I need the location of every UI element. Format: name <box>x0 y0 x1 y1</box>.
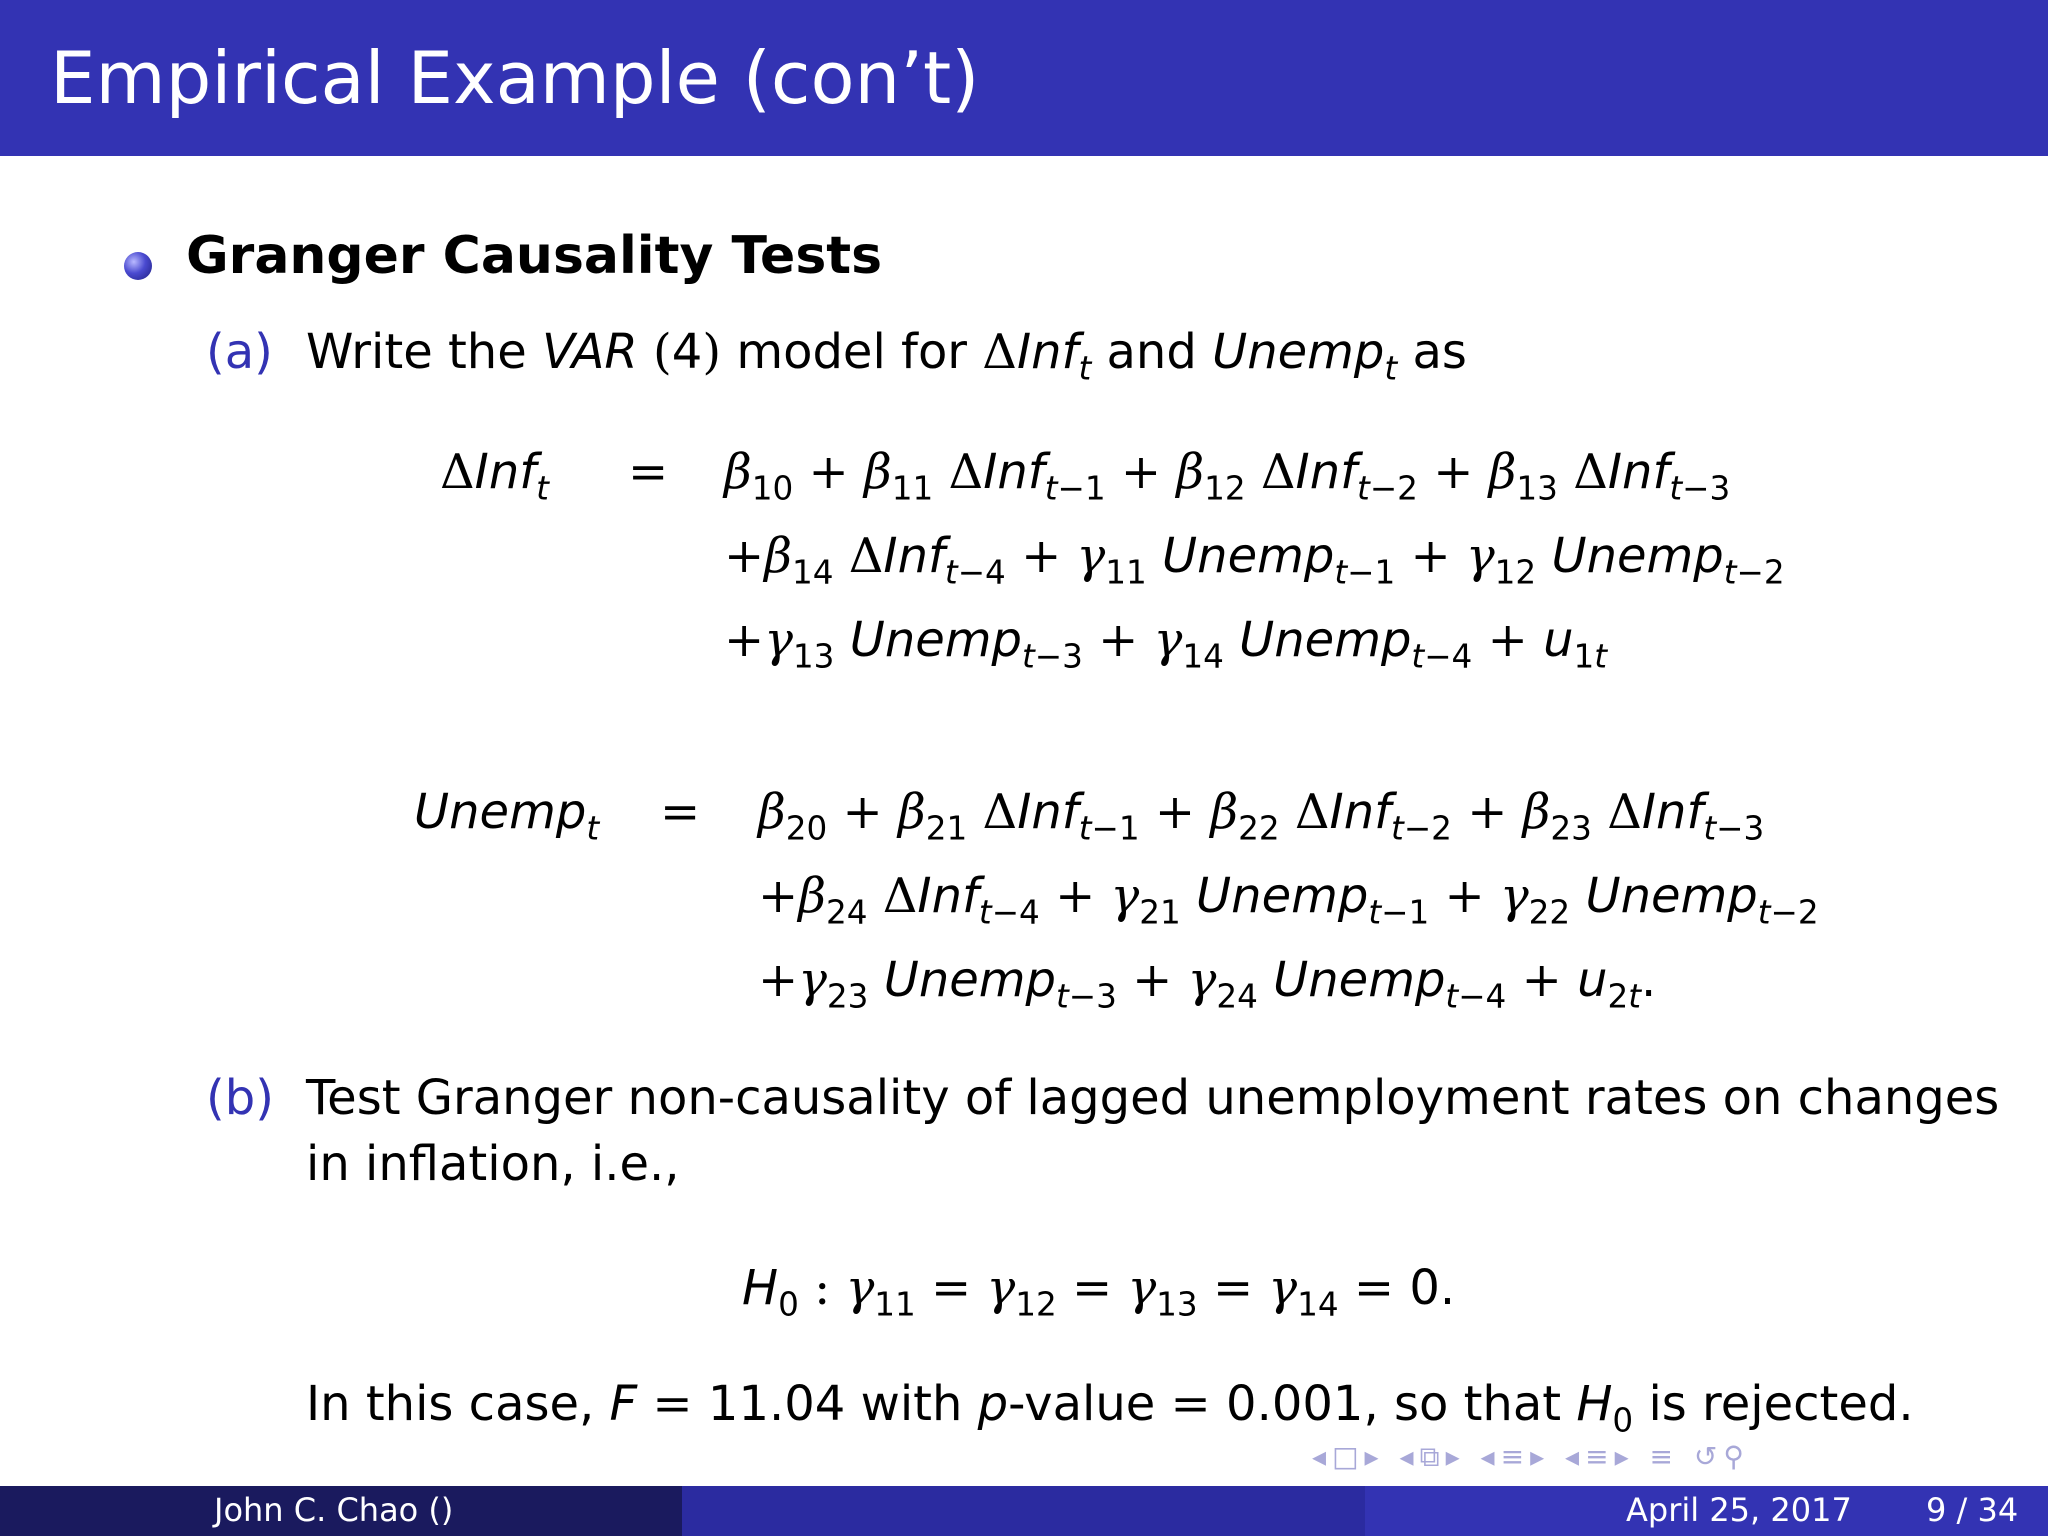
eq1-line3: $+\gamma_{13}$ Unemp$_{t-3}$ + $\gamma_{14}$ Unemp$_{t-4}$ + $u_{1t}$ <box>724 612 1608 676</box>
footer-author: John C. Chao () <box>214 1491 454 1529</box>
nav-undo-icon[interactable]: ↺ <box>1693 1440 1724 1473</box>
nav-section-icon[interactable]: ≡ <box>1585 1440 1615 1473</box>
footer-date: April 25, 2017 <box>1626 1491 1852 1529</box>
section-heading: Granger Causality Tests <box>186 226 883 286</box>
footer-mid-panel <box>682 1486 1365 1536</box>
title-bar <box>0 0 2048 156</box>
eq1-lhs: ΔInf$_t$ <box>440 444 549 508</box>
eq1-line1: $\beta_{10} + \beta_{11}$ $\Delta Inf_{t-1} + \beta_{12}$ $\Delta Inf_{t-2} + \beta_{13}$ ΔInf$_{t-3}$ <box>724 444 1731 508</box>
nav-next-frame-icon[interactable]: ▸ <box>1364 1440 1385 1473</box>
nav-next-section-icon[interactable]: ▸ <box>1530 1440 1551 1473</box>
footer-page-number: 9 / 34 <box>1926 1491 2019 1529</box>
eq1-equals: = <box>628 444 669 500</box>
nav-next-subsection-icon[interactable]: ▸ <box>1445 1440 1466 1473</box>
nav-prev-section-icon[interactable]: ◂ <box>1480 1440 1501 1473</box>
nav-frame-icon[interactable]: □ <box>1332 1440 1365 1473</box>
bullet-icon <box>124 252 152 280</box>
eq2-line1: $\beta_{20} + \beta_{21}$ $\Delta Inf_{t-1} + \beta_{22}$ $\Delta Inf_{t-2} + \beta_{23}$ ΔInf$_{t-3}$ <box>758 784 1765 848</box>
nav-subsection-icon[interactable]: ⧉ <box>1419 1440 1446 1473</box>
item-b-text-line2: in inflation, i.e., <box>306 1136 680 1192</box>
eq1-line2: $+\beta_{14}$ $\Delta Inf_{t-4} + \gamma_{11}$ Unemp$_{t-1}$ + $\gamma_{12}$ Unemp$_{t-2}$ <box>724 528 1785 592</box>
nav-prev-section-icon[interactable]: ◂ <box>1565 1440 1586 1473</box>
beamer-nav-bar[interactable] <box>1312 1440 1750 1474</box>
nav-section-icon[interactable]: ≡ <box>1500 1440 1531 1473</box>
nav-prev-subsection-icon[interactable]: ◂ <box>1399 1440 1420 1473</box>
nav-align-icon[interactable]: ≡ <box>1649 1440 1679 1473</box>
eq2-line3: $+\gamma_{23}$ Unemp$_{t-3}$ + $\gamma_{24}$ Unemp$_{t-4}$ + $u_{2t}$. <box>758 952 1657 1016</box>
slide-title: Empirical Example (con’t) <box>50 36 980 120</box>
item-a-label: (a) <box>206 324 273 380</box>
eq2-equals: = <box>660 784 701 840</box>
item-a-intro: Write the VAR (4) model for ΔInf$_t$ and Unemp$_t$ as <box>306 324 1467 388</box>
eq2-line2: $+\beta_{24}$ $\Delta Inf_{t-4} + \gamma_{21}$ Unemp$_{t-1}$ + $\gamma_{22}$ Unemp$_{t-2}$ <box>758 868 1819 932</box>
item-b-label: (b) <box>206 1070 274 1126</box>
nav-next-section-icon[interactable]: ▸ <box>1614 1440 1635 1473</box>
nav-search-icon[interactable]: ⚲ <box>1723 1440 1750 1473</box>
conclusion-text: In this case, F = 11.04 with p-value = 0.001, so that $H_0$ is rejected. <box>306 1376 1914 1440</box>
nav-prev-frame-icon[interactable]: ◂ <box>1312 1440 1333 1473</box>
hypothesis-equation: $H_0$ : $\gamma_{11} = \gamma_{12} = \gamma_{13} = \gamma_{14} = 0$. <box>742 1260 1456 1324</box>
eq2-lhs: Unemp$_t$ <box>414 784 600 848</box>
item-b-text-line1: Test Granger non-causality of lagged unemployment rates on changes <box>306 1070 2000 1126</box>
